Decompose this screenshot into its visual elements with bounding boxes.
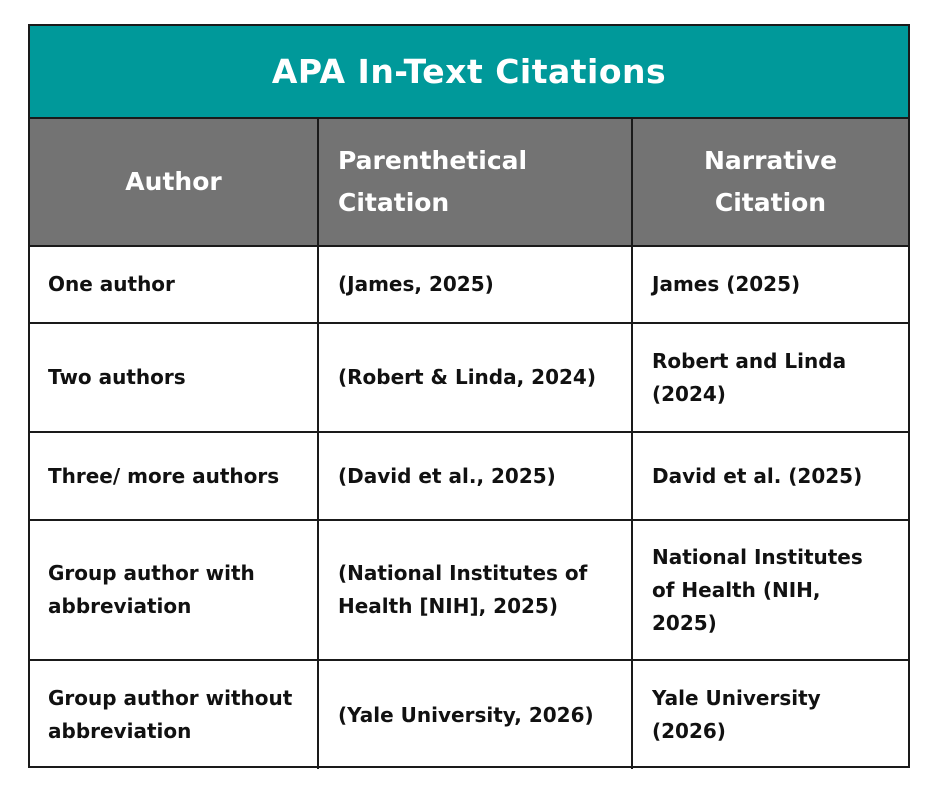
citation-grid: [30, 119, 908, 769]
table-row: [30, 660, 908, 769]
narrative-cell: David et al. (2025): [632, 432, 908, 520]
header-parenthetical: Parenthetical Citation: [318, 119, 632, 246]
table-row: [30, 323, 908, 432]
parenthetical-cell: (National Institutes of Health [NIH], 2025): [318, 520, 632, 660]
narrative-cell: James (2025): [632, 246, 908, 323]
author-cell: One author: [30, 246, 318, 323]
header-narrative: Narrative Citation: [632, 119, 908, 246]
narrative-cell: Robert and Linda (2024): [632, 323, 908, 432]
narrative-cell: Yale University (2026): [632, 660, 908, 769]
author-cell: Group author with abbreviation: [30, 520, 318, 660]
parenthetical-cell: (Robert & Linda, 2024): [318, 323, 632, 432]
header-author: Author: [30, 119, 318, 246]
table-row: [30, 520, 908, 660]
author-cell: Two authors: [30, 323, 318, 432]
table-title: APA In-Text Citations: [271, 52, 667, 91]
parenthetical-cell: (Yale University, 2026): [318, 660, 632, 769]
author-cell: Group author without abbreviation: [30, 660, 318, 769]
table-row: [30, 246, 908, 323]
parenthetical-cell: (David et al., 2025): [318, 432, 632, 520]
narrative-cell: National Institutes of Health (NIH, 2025): [632, 520, 908, 660]
parenthetical-cell: (James, 2025): [318, 246, 632, 323]
author-cell: Three/ more authors: [30, 432, 318, 520]
table-row: [30, 432, 908, 520]
title-bar: [30, 26, 908, 119]
header-row: [30, 119, 908, 246]
citation-table: [28, 24, 910, 768]
